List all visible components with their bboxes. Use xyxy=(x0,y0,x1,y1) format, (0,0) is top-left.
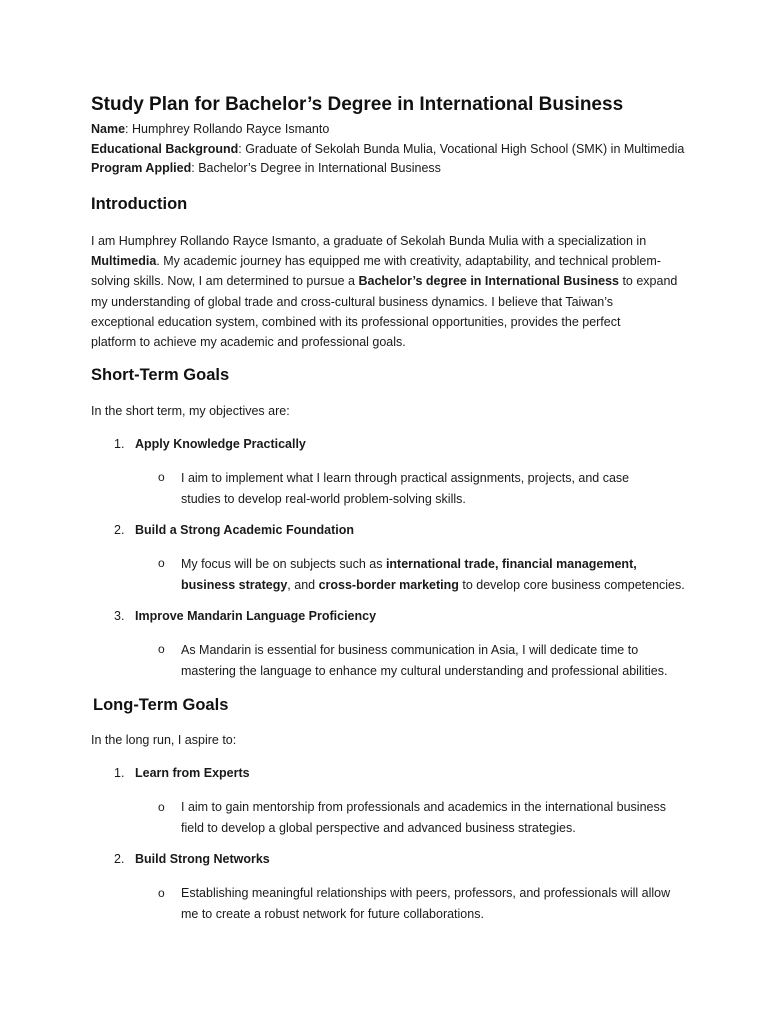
short-term-item-3-title: Improve Mandarin Language Proficiency xyxy=(135,609,377,623)
long-term-item-1-line-2: field to develop a global perspective and advanced business strategies. xyxy=(181,820,576,835)
meta-name-line xyxy=(91,122,329,136)
short-term-intro: In the short term, my objectives are: xyxy=(91,404,290,418)
intro-multimedia-bold: Multimedia xyxy=(91,254,157,269)
short-term-item-3-text xyxy=(181,640,701,681)
long-term-item-2-line-2: me to create a robust network for future collaborations. xyxy=(181,906,484,921)
long-term-item-1-line-1: I aim to gain mentorship from professionals and academics in the international business xyxy=(181,800,666,814)
short-term-item-3-bullet: o xyxy=(158,642,165,656)
intro-line-3-pre: solving skills. Now, I am determined to pursue a xyxy=(91,274,359,289)
short-term-item-2-line-1-pre: My focus will be on subjects such as xyxy=(181,557,386,571)
long-term-item-2-number: 2. xyxy=(114,852,125,866)
short-term-item-1-bullet: o xyxy=(158,470,165,484)
introduction-heading: Introduction xyxy=(91,195,188,213)
short-term-item-2-line-1 xyxy=(181,554,701,575)
long-term-item-1-text xyxy=(181,797,701,838)
short-term-item-3-line-1: As Mandarin is essential for business communication in Asia, I will dedicate time to xyxy=(181,643,639,657)
short-term-item-2-text xyxy=(181,554,701,595)
short-term-item-2-number: 2. xyxy=(114,523,125,537)
meta-name-value: : Humphrey Rollando Rayce Ismanto xyxy=(125,122,330,136)
long-term-item-2-bullet: o xyxy=(158,886,165,900)
intro-line-3-post: to expand xyxy=(618,274,678,289)
intro-line-2-rest: . My academic journey has equipped me with creativity, adaptability, and technical problem- xyxy=(156,254,661,269)
short-term-item-2-line-2 xyxy=(181,575,701,596)
meta-program-line xyxy=(91,161,441,175)
short-term-item-1-text xyxy=(181,468,701,509)
short-term-item-1-line-2: studies to develop real-world problem-solving skills. xyxy=(181,491,466,506)
long-term-item-1-title: Learn from Experts xyxy=(135,766,250,780)
page-title: Study Plan for Bachelor’s Degree in International Business xyxy=(91,94,624,115)
long-term-item-2-text xyxy=(181,883,701,924)
meta-education-value: : Graduate of Sekolah Bunda Mulia, Vocational High School (SMK) in Multimedia xyxy=(238,142,685,156)
short-term-item-2-line-2-mid: , and xyxy=(287,577,319,592)
short-term-item-3-line-2: mastering the language to enhance my cultural understanding and professional abilities. xyxy=(181,663,668,678)
intro-line-4: my understanding of global trade and cross-cultural business dynamics. I believe that Taiwan’s xyxy=(91,294,614,309)
meta-name-label: Name xyxy=(91,122,126,136)
short-term-item-3-number: 3. xyxy=(114,609,125,623)
short-term-item-2-strategy-bold: business strategy xyxy=(181,577,288,592)
short-term-item-2-subjects-bold: international trade, financial management, xyxy=(385,557,637,571)
intro-line-1: I am Humphrey Rollando Rayce Ismanto, a graduate of Sekolah Bunda Mulia with a specialization in xyxy=(91,234,647,248)
meta-education-label: Educational Background xyxy=(91,142,239,156)
introduction-paragraph xyxy=(91,231,691,352)
short-term-heading: Short-Term Goals xyxy=(91,366,230,384)
short-term-item-1-title: Apply Knowledge Practically xyxy=(135,437,306,451)
intro-degree-bold: Bachelor’s degree in International Business xyxy=(358,274,619,289)
long-term-item-2-line-1: Establishing meaningful relationships with peers, professors, and professionals will allow xyxy=(181,886,671,900)
long-term-heading: Long-Term Goals xyxy=(93,696,229,714)
intro-line-6: platform to achieve my academic and professional goals. xyxy=(91,335,406,350)
meta-program-value: : Bachelor’s Degree in International Business xyxy=(191,161,441,175)
meta-program-label: Program Applied xyxy=(91,161,192,175)
intro-line-5: exceptional education system, combined with its professional opportunities, provides the perfect xyxy=(91,314,621,329)
short-term-item-1-number: 1. xyxy=(114,437,125,451)
short-term-item-2-bullet: o xyxy=(158,556,165,570)
intro-line-2 xyxy=(91,251,691,271)
short-term-item-2-line-2-post: to develop core business competencies. xyxy=(458,577,685,592)
short-term-item-2-marketing-bold: cross-border marketing xyxy=(318,577,459,592)
short-term-item-2-title: Build a Strong Academic Foundation xyxy=(135,523,354,537)
long-term-item-2-title: Build Strong Networks xyxy=(135,852,270,866)
short-term-item-1-line-1: I aim to implement what I learn through practical assignments, projects, and case xyxy=(181,471,630,485)
long-term-item-1-bullet: o xyxy=(158,800,165,814)
intro-line-3 xyxy=(91,271,691,291)
meta-education-line xyxy=(91,142,684,156)
long-term-item-1-number: 1. xyxy=(114,766,125,780)
long-term-intro: In the long run, I aspire to: xyxy=(91,733,237,747)
